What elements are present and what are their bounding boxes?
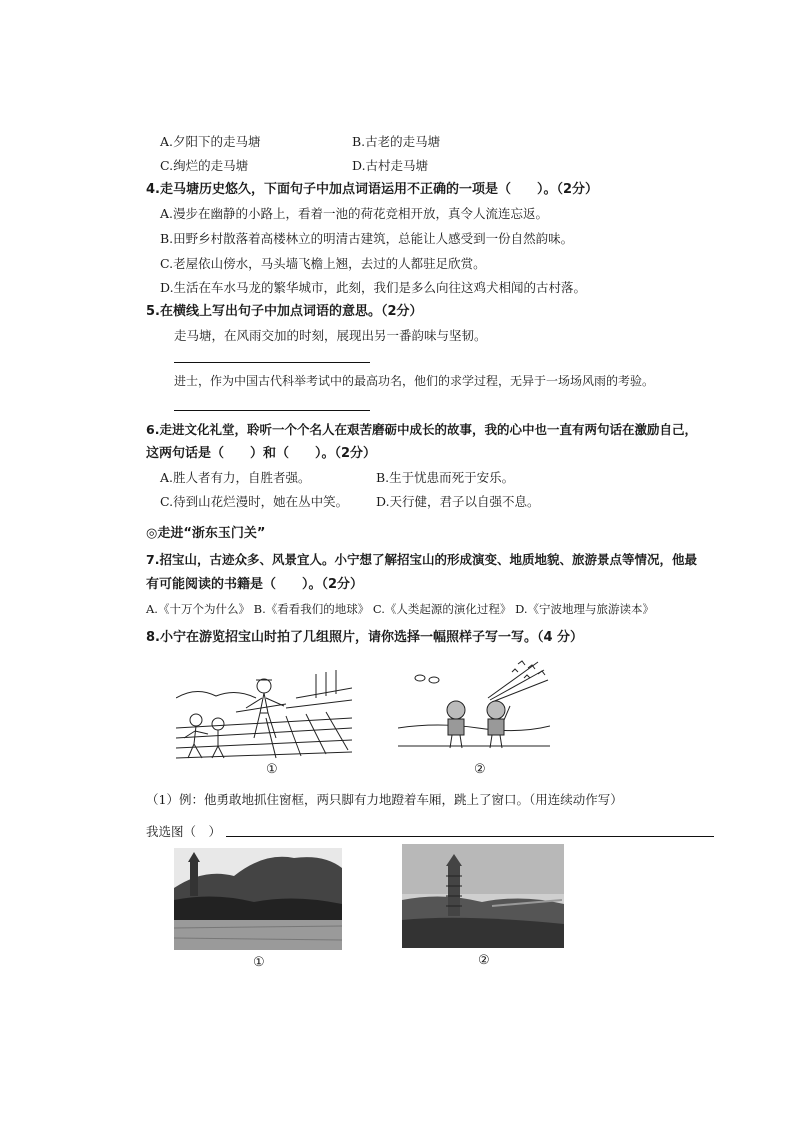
q6-option-a: A.胜人者有力，自胜者强。 [160, 470, 311, 485]
photo-1-label: ① [253, 955, 265, 970]
q5-answer-line-2[interactable] [174, 410, 370, 411]
q7-stem-line-2: 有可能阅读的书籍是（ ）。（2分） [146, 577, 364, 592]
q3-option-b: B.古老的走马塘 [352, 134, 441, 149]
illustration-2-label: ② [474, 762, 486, 777]
q7-options: A.《十万个为什么》 B.《看看我们的地球》 C.《人类起源的演化过程》 D.《宁波地理与旅游读本》 [146, 602, 655, 616]
q3-option-a: A.夕阳下的走马塘 [160, 134, 261, 149]
q8-example: （1）例：他勇敢地抓住窗框，两只脚有力地蹬着车厢，跳上了窗口。（用连续动作写） [146, 792, 623, 807]
q6-stem-line-2: 这两句话是（ ）和（ ）。（2分） [146, 446, 377, 461]
q5-stem: 5.在横线上写出句子中加点词语的意思。（2分） [146, 304, 423, 319]
q3-option-d: D.古村走马塘 [352, 158, 429, 173]
q8-answer-line[interactable] [226, 836, 714, 837]
q7-stem-line-1: 7.招宝山，古迹众多、风景宜人。小宁想了解招宝山的形成演变、地质地貌、旅游景点等情况，他最 [146, 552, 697, 567]
q4-option-b: B.田野乡村散落着高楼林立的明清古建筑，总能让人感受到一份自然韵味。 [160, 231, 574, 246]
q4-option-c: C.老屋依山傍水，马头墙飞檐上翘，去过的人都驻足欣赏。 [160, 256, 486, 271]
q5-sentence-2: 进士，作为中国古代科举考试中的最高功名，他们的求学过程，无异于一场场风雨的考验。 [174, 374, 655, 388]
photo-2-label: ② [478, 953, 490, 968]
q6-option-d: D.天行健，君子以自强不息。 [376, 494, 540, 509]
photo-1 [174, 848, 342, 950]
q4-option-d: D.生活在车水马龙的繁华城市，此刻，我们是多么向往这鸡犬相闻的古村落。 [160, 280, 587, 295]
illustration-1 [176, 668, 352, 762]
q8-stem: 8.小宁在游览招宝山时拍了几组照片，请你选择一幅照样子写一写。（4 分） [146, 630, 584, 645]
q5-answer-line-1[interactable] [174, 362, 370, 363]
q8-choose-label: 我选图（ ） [146, 824, 222, 839]
q6-option-c: C.待到山花烂漫时，她在丛中笑。 [160, 494, 349, 509]
q6-option-b: B.生于忧患而死于安乐。 [376, 470, 515, 485]
illustration-1-label: ① [266, 762, 278, 777]
section-heading: ◎走进“浙东玉门关” [146, 526, 266, 541]
photo-2 [402, 844, 564, 948]
q4-option-a: A.漫步在幽静的小路上，看着一池的荷花竞相开放，真令人流连忘返。 [160, 206, 549, 221]
q3-option-c: C.绚烂的走马塘 [160, 158, 249, 173]
q4-stem: 4.走马塘历史悠久，下面句子中加点词语运用不正确的一项是（ ）。（2分） [146, 182, 599, 197]
q5-sentence-1: 走马塘，在风雨交加的时刻，展现出另一番韵味与坚韧。 [174, 328, 487, 343]
illustration-2 [398, 658, 550, 760]
q6-stem-line-1: 6.走进文化礼堂，聆听一个个名人在艰苦磨砺中成长的故事，我的心中也一直有两句话在激励自己， [146, 422, 697, 437]
